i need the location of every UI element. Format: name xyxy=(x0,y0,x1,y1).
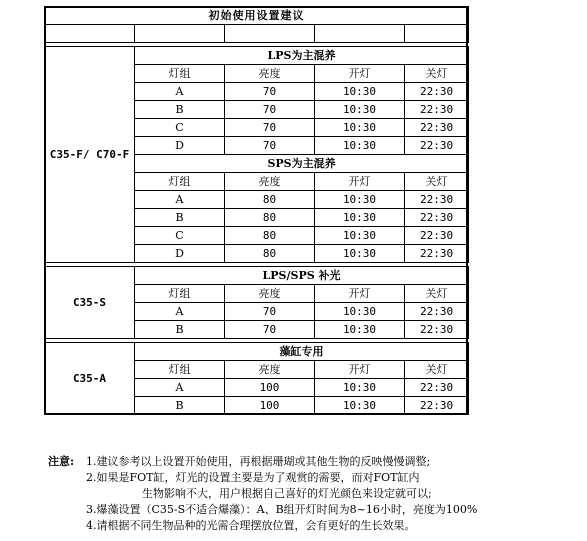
table-cell: 80 xyxy=(225,209,315,227)
table-cell: 70 xyxy=(225,101,315,119)
table-cell: 10:30 xyxy=(315,101,405,119)
table-cell: A xyxy=(135,303,225,321)
model-name: C35-F/ C70-F xyxy=(45,47,135,263)
table-cell: 22:30 xyxy=(405,303,469,321)
table-cell: 80 xyxy=(225,245,315,263)
column-header: 亮度 xyxy=(225,173,315,191)
note-line-2: 2.如果是FOT缸，灯光的设置主要是为了观赏的需要，而对FOT缸内 xyxy=(86,471,420,484)
table-cell: 10:30 xyxy=(315,245,405,263)
note-line-5: 4.请根据不同生物品种的光需合理摆放位置，会有更好的生长效果。 xyxy=(86,519,416,532)
group-heading: LPS/SPS 补光 xyxy=(135,267,469,285)
column-header: 灯组 xyxy=(135,285,225,303)
blank-cell xyxy=(315,25,405,43)
note-line-1: 1.建议参考以上设置开始使用，再根据珊瑚或其他生物的反映慢慢调整; xyxy=(86,455,431,468)
table-cell: 22:30 xyxy=(405,397,469,415)
blank-cell xyxy=(225,25,315,43)
note-line-4: 3.爆藻设置（C35-S不适合爆藻）：A、B组开灯时间为8~16小时，亮度为100% xyxy=(86,503,478,516)
table-cell: D xyxy=(135,137,225,155)
notes-label: 注意: xyxy=(48,455,75,468)
column-header: 关灯 xyxy=(405,285,469,303)
group-heading-row xyxy=(45,267,469,285)
column-header: 灯组 xyxy=(135,361,225,379)
table-cell: A xyxy=(135,379,225,397)
column-header: 亮度 xyxy=(225,65,315,83)
note-line-3: 生物影响不大，用户根据自己喜好的灯光颜色来设定就可以; xyxy=(142,487,432,500)
column-header: 灯组 xyxy=(135,173,225,191)
table-cell: A xyxy=(135,191,225,209)
column-header: 亮度 xyxy=(225,361,315,379)
table-cell: 80 xyxy=(225,227,315,245)
column-header: 灯组 xyxy=(135,65,225,83)
notes-block xyxy=(48,454,580,534)
table-cell: B xyxy=(135,321,225,339)
table-cell: 22:30 xyxy=(405,119,469,137)
table-cell: 10:30 xyxy=(315,321,405,339)
group-heading: LPS为主混养 xyxy=(135,47,469,65)
table-cell: 22:30 xyxy=(405,245,469,263)
model-name: C35-S xyxy=(45,267,135,339)
table-cell: 70 xyxy=(225,83,315,101)
model-name: C35-A xyxy=(45,343,135,415)
blank-cell xyxy=(45,25,135,43)
column-header: 开灯 xyxy=(315,65,405,83)
table-cell: 22:30 xyxy=(405,101,469,119)
table-cell: 22:30 xyxy=(405,321,469,339)
table-cell: B xyxy=(135,209,225,227)
column-header: 开灯 xyxy=(315,285,405,303)
page-title: 初始使用设置建议 xyxy=(45,7,469,25)
title-row xyxy=(45,7,469,25)
table-cell: 10:30 xyxy=(315,119,405,137)
table-cell: 70 xyxy=(225,137,315,155)
table-cell: 10:30 xyxy=(315,379,405,397)
table-cell: 10:30 xyxy=(315,227,405,245)
table-cell: B xyxy=(135,101,225,119)
table-cell: 10:30 xyxy=(315,137,405,155)
table-cell: 10:30 xyxy=(315,191,405,209)
table-cell: 10:30 xyxy=(315,209,405,227)
column-header: 关灯 xyxy=(405,65,469,83)
table-cell: C xyxy=(135,119,225,137)
settings-table xyxy=(44,6,469,415)
column-header: 亮度 xyxy=(225,285,315,303)
table-cell: D xyxy=(135,245,225,263)
table-cell: 80 xyxy=(225,191,315,209)
group-heading-row xyxy=(45,47,469,65)
group-heading-row xyxy=(45,343,469,361)
table-cell: 22:30 xyxy=(405,137,469,155)
table-cell: 10:30 xyxy=(315,397,405,415)
column-header: 开灯 xyxy=(315,173,405,191)
column-header: 关灯 xyxy=(405,361,469,379)
column-header: 开灯 xyxy=(315,361,405,379)
table-cell: A xyxy=(135,83,225,101)
table-cell: 10:30 xyxy=(315,83,405,101)
blank-row xyxy=(45,25,469,43)
table-cell: 70 xyxy=(225,119,315,137)
table-cell: 100 xyxy=(225,397,315,415)
table-cell: B xyxy=(135,397,225,415)
table-cell: 22:30 xyxy=(405,379,469,397)
table-cell: C xyxy=(135,227,225,245)
blank-cell xyxy=(135,25,225,43)
table-cell: 10:30 xyxy=(315,303,405,321)
column-header: 关灯 xyxy=(405,173,469,191)
table-cell: 100 xyxy=(225,379,315,397)
group-heading: SPS为主混养 xyxy=(135,155,469,173)
blank-cell xyxy=(405,25,469,43)
table-cell: 70 xyxy=(225,303,315,321)
group-heading: 藻缸专用 xyxy=(135,343,469,361)
table-cell: 22:30 xyxy=(405,83,469,101)
table-cell: 22:30 xyxy=(405,191,469,209)
table-cell: 70 xyxy=(225,321,315,339)
table-cell: 22:30 xyxy=(405,209,469,227)
table-cell: 22:30 xyxy=(405,227,469,245)
